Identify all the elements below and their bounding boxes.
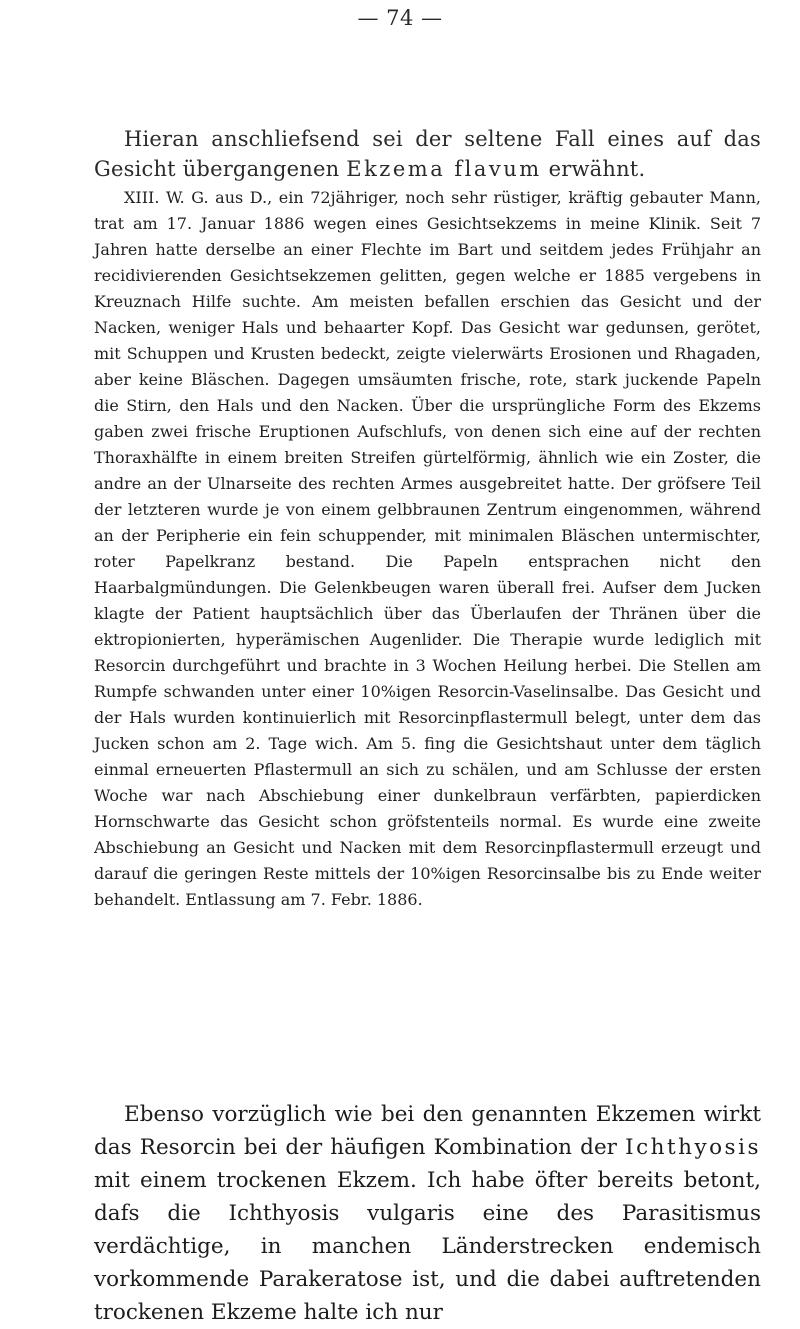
conclusion-emphasis: Ichthyosis (625, 1135, 761, 1160)
conclusion-part2: mit einem trockenen Ekzem. Ich habe öfter bereits betont, dafs die Ichthyosis vulgaris eine des Parasitismus verdächtige, in manchen Länderstrecken endemisch vorkommende Parakeratose ist, und die dabei auftretenden trockenen Ekzeme halte ich nur (94, 1168, 761, 1325)
intro-text (94, 124, 761, 184)
intro-text-part2: erwähnt. (541, 157, 646, 181)
intro-paragraph (94, 124, 761, 184)
conclusion-text (94, 1098, 761, 1329)
intro-emphasis: Ekzema flavum (346, 157, 542, 181)
conclusion-part1: Ebenso vorzüglich wie bei den genannten Ekzemen wirkt das Resorcin bei der häufigen Kombination der (94, 1102, 761, 1160)
conclusion-paragraph (94, 1098, 761, 1329)
case-report-text: XIII. W. G. aus D., ein 72jähriger, noch sehr rüstiger, kräftig gebauter Mann, trat am 17. Januar 1886 wegen eines Gesichtsekzems in meine Klinik. Seit 7 Jahren hatte derselbe an einer Flechte im Bart und seitdem jedes Frühjahr an recidivierenden Gesichtsekzemen gelitten, gegen welche er 1885 vergebens in Kreuznach Hilfe suchte. Am meisten befallen erschien das Gesicht und der Nacken, weniger Hals und behaarter Kopf. Das Gesicht war gedunsen, gerötet, mit Schuppen und Krusten bedeckt, zeigte vielerwärts Erosionen und Rhagaden, aber keine Bläschen. Dagegen umsäumten frische, rote, stark juckende Papeln die Stirn, den Hals und den Nacken. Über die ursprüngliche Form des Ekzems gaben zwei frische Eruptionen Aufschlufs, von denen sich eine auf der rechten Thoraxhälfte in einem breiten Streifen gürtelförmig, ähnlich wie ein Zoster, die andre an der Ulnarseite des rechten Armes ausgebreitet hatte. Der gröfsere Teil der letzteren wurde je von einem gelbbraunen Zentrum eingenommen, während an der Peripherie ein fein schuppender, mit minimalen Bläschen untermischter, roter Papelkranz bestand. Die Papeln entsprachen nicht den Haarbalgmündungen. Die Gelenkbeugen waren überall frei. Aufser dem Jucken klagte der Patient hauptsächlich über das Überlaufen der Thränen über die ektropionierten, hyperämischen Augenlider. Die Therapie wurde lediglich mit Resorcin durchgeführt und brachte in 3 Wochen Heilung herbei. Die Stellen am Rumpfe schwanden unter einer 10%igen Resorcin-Vaselinsalbe. Das Gesicht und der Hals wurden kontinuierlich mit Resorcinpflastermull belegt, unter dem das Jucken schon am 2. Tage wich. Am 5. fing die Gesichtshaut unter dem täglich einmal erneuerten Pflastermull an sich zu schälen, und am Schlusse der ersten Woche war nach Abschiebung einer dunkelbraun verfärbten, papierdicken Hornschwarte das Gesicht schon gröfstenteils normal. Es wurde eine zweite Abschiebung an Gesicht und Nacken mit dem Resorcinpflastermull erzeugt und darauf die geringen Reste mittels der 10%igen Resorcinsalbe bis zu Ende weiter behandelt. Entlassung am 7. Febr. 1886. (94, 188, 761, 909)
case-report (94, 185, 761, 913)
intro-text-part1: Hieran anschliefsend sei der seltene Fall eines auf das Gesicht übergangenen (94, 127, 761, 181)
page-number: — 74 — (357, 6, 443, 30)
